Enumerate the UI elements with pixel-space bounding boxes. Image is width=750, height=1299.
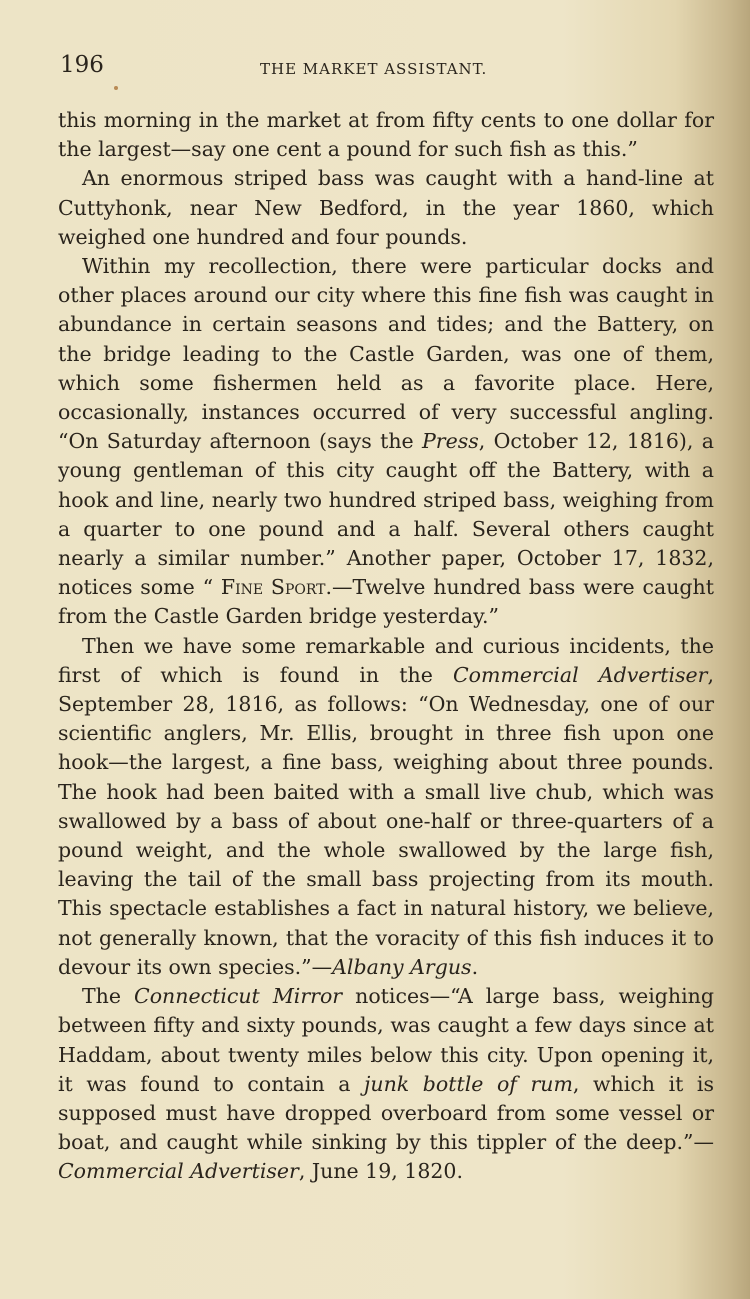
publication-title: Albany Argus: [332, 954, 472, 979]
publication-title: Press: [422, 429, 479, 454]
body-text: [58, 106, 714, 1187]
paragraph-2: An enormous striped bass was caught with a hand-line at Cuttyhonk, near New Bedford, in the year 1860, which weighed one hundred and four pounds.: [58, 166, 714, 249]
page-header: [60, 52, 710, 82]
paragraph-4: Then we have some remarkable and curious incidents, the first of which is found in the Commercial Advertiser, September 28, 1816, as follows: “On Wednesday, one of our scientific anglers, Mr. Ellis, brought in three fish upon one hook—the largest, a fine bass, weighing about three pounds. The hook had been baited with a small live chub, which was swallowed by a bass of about one-half or three-quarters of a pound weight, and the whole swallowed by the large fish, leaving the tail of the small bass projecting from its mouth. This spectacle establishes a fact in natural history, we believe, not generally known, that the voracity of this fish induces it to devour its own species.”—Albany Argus.: [58, 633, 714, 979]
running-head: THE MARKET ASSISTANT.: [260, 60, 488, 78]
emphasis-phrase: junk bottle of rum: [364, 1071, 573, 1096]
publication-title: Commercial Advertiser: [58, 1159, 299, 1184]
paragraph-5: The Connecticut Mirror notices—“A large bass, weighing between fifty and sixty pounds, was caught a few days since at Haddam, about twenty miles below this city. Upon opening it, it was found to contain a junk bottle of rum, which it is supposed must have dropped overboard from some vessel or boat, and caught while sinking by this tippler of the deep.”—Commercial Advertiser, June 19, 1820.: [58, 984, 715, 1184]
publication-title: Connecticut Mirror: [134, 984, 343, 1009]
paragraph-1: this morning in the market at from fifty cents to one dollar for the largest—say one cent a pound for such fish as this.”: [58, 108, 714, 162]
headline-small-caps: Fine Sport: [220, 575, 326, 600]
ink-speck: [114, 86, 118, 90]
page-number: 196: [60, 52, 104, 78]
publication-title: Commercial Advertiser: [452, 662, 708, 687]
paragraph-3: Within my recollection, there were particular docks and other places around our city where this fine fish was caught in abundance in certain seasons and tides; and the Battery, on the bridge leading to the Castle Garden, was one of them, which some fishermen held as a favorite place. Here, occasionally, instances occurred of very successful angling. “On Saturday afternoon (says the Press, October 12, 1816), a young gentleman of this city caught off the Battery, with a hook and line, nearly two hundred striped bass, weighing from a quarter to one pound and a half. Several others caught nearly a similar number.” Another paper, October 17, 1832, notices some “ Fine Sport.—Twelve hundred bass were caught from the Castle Garden bridge yesterday.”: [58, 254, 714, 629]
